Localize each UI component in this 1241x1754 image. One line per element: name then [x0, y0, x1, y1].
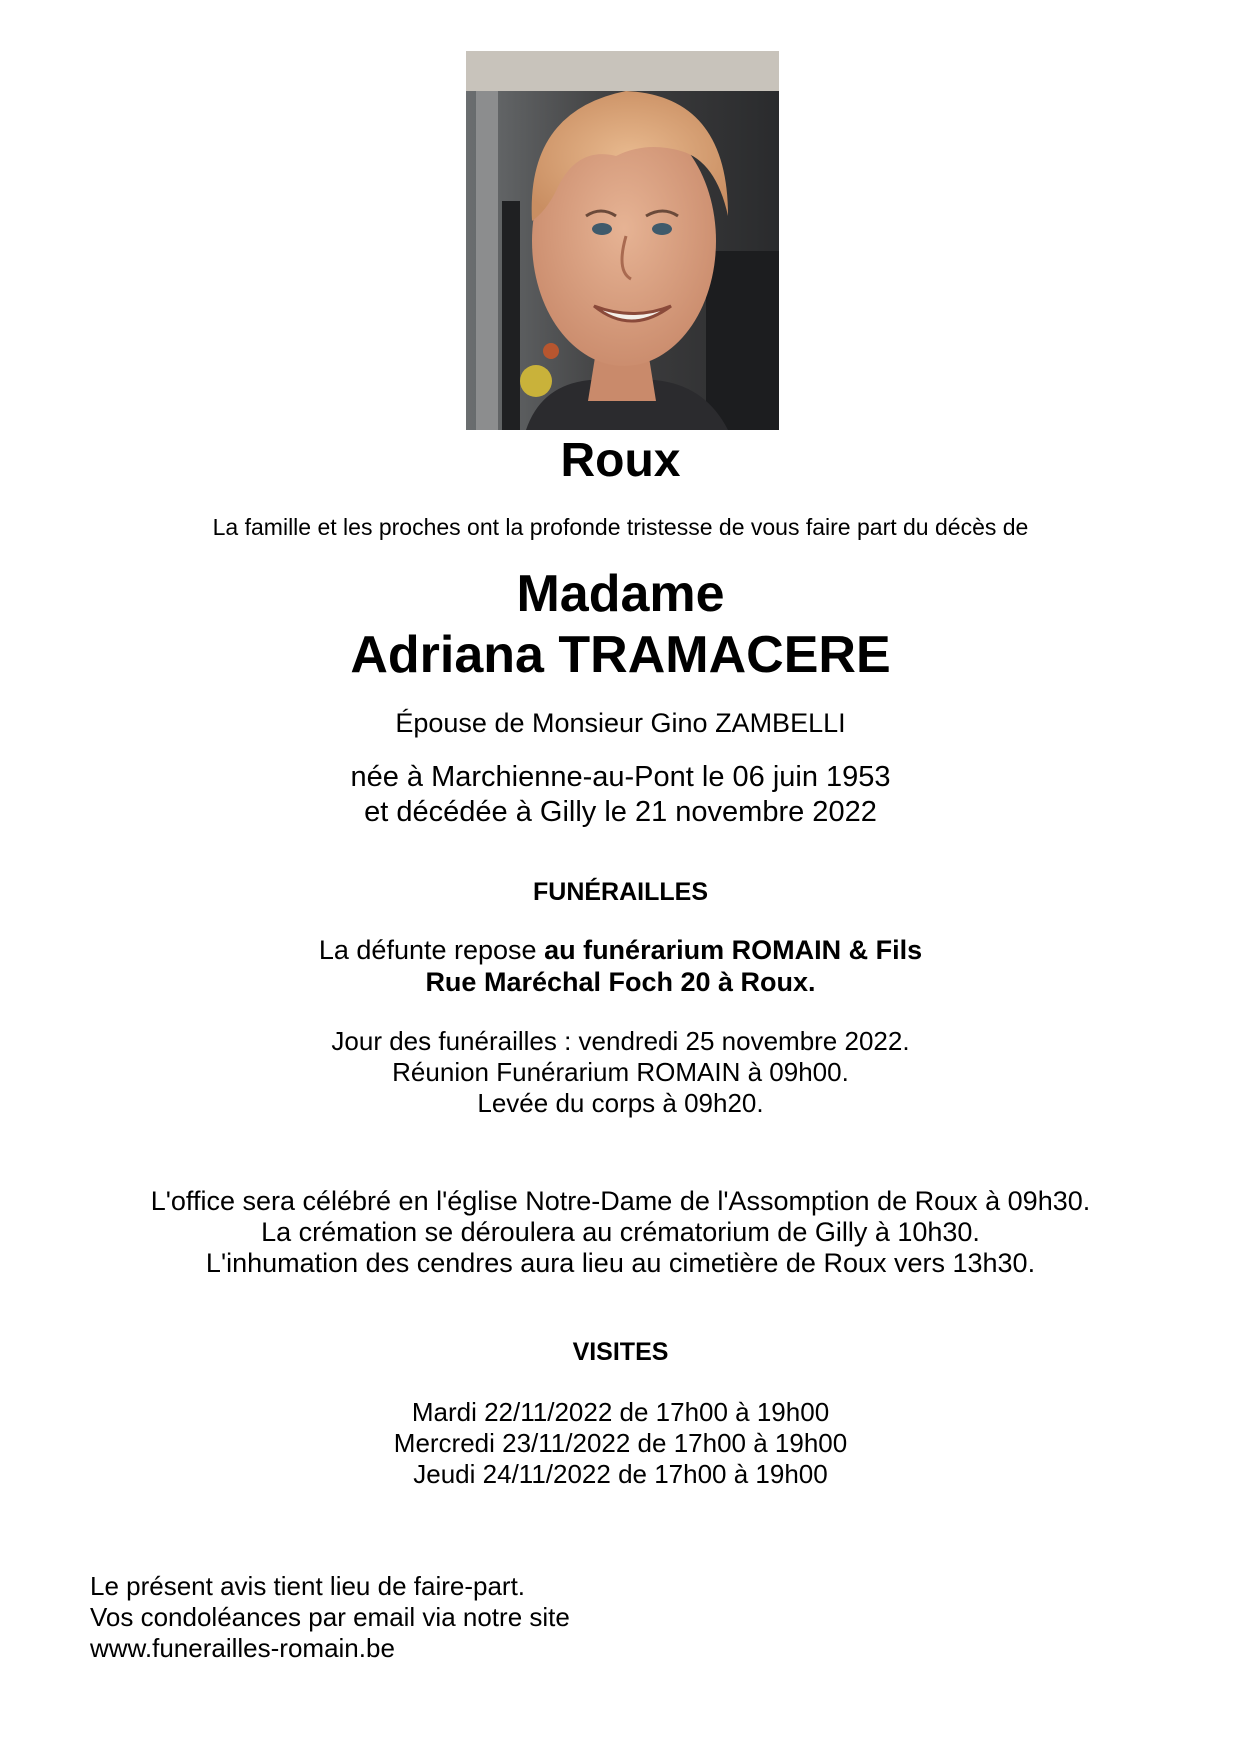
spouse-line: Épouse de Monsieur Gino ZAMBELLI [395, 708, 846, 738]
visit-item: Jeudi 24/11/2022 de 17h00 à 19h00 [413, 1459, 828, 1489]
town-title: Roux [560, 434, 681, 487]
portrait-illustration [466, 51, 779, 430]
portrait-photo [466, 51, 779, 430]
deceased-name [0, 564, 1241, 686]
footer-website-link[interactable]: www.funerailles-romain.be [90, 1633, 395, 1663]
name-title: Madame [516, 565, 725, 623]
visites-heading: VISITES [572, 1338, 669, 1366]
repose-place: au funérarium ROMAIN & Fils [544, 935, 923, 965]
repose-block [0, 934, 1241, 998]
office-line: L'office sera célébré en l'église Notre-Dame de l'Assomption de Roux à 09h30. [150, 1186, 1091, 1216]
schedule-block [0, 1026, 1241, 1119]
schedule-line: Réunion Funérarium ROMAIN à 09h00. [392, 1057, 849, 1087]
footer-note [90, 1571, 570, 1664]
visites-list [0, 1397, 1241, 1490]
name-full: Adriana TRAMACERE [350, 626, 891, 684]
schedule-line: Levée du corps à 09h20. [477, 1088, 764, 1118]
repose-prefix: La défunte repose [318, 935, 545, 965]
office-block [0, 1186, 1241, 1279]
birth-line: née à Marchienne-au-Pont le 06 juin 1953 [350, 761, 891, 793]
repose-address: Rue Maréchal Foch 20 à Roux. [425, 967, 816, 997]
office-line: L'inhumation des cendres aura lieu au cimetière de Roux vers 13h30. [205, 1248, 1036, 1278]
life-dates [0, 760, 1241, 830]
funerailles-heading: FUNÉRAILLES [533, 878, 708, 906]
repose-line [0, 934, 1241, 966]
intro-text: La famille et les proches ont la profonde tristesse de vous faire part du décès de [212, 514, 1029, 540]
visit-item: Mercredi 23/11/2022 de 17h00 à 19h00 [393, 1428, 848, 1458]
office-line: La crémation se déroulera au crématorium de Gilly à 10h30. [261, 1217, 980, 1247]
footer-line: Le présent avis tient lieu de faire-part. [90, 1571, 526, 1601]
death-line: et décédée à Gilly le 21 novembre 2022 [364, 796, 877, 828]
visit-item: Mardi 22/11/2022 de 17h00 à 19h00 [411, 1397, 830, 1427]
schedule-line: Jour des funérailles : vendredi 25 novembre 2022. [331, 1026, 910, 1056]
footer-line: Vos condoléances par email via notre site [90, 1602, 570, 1632]
